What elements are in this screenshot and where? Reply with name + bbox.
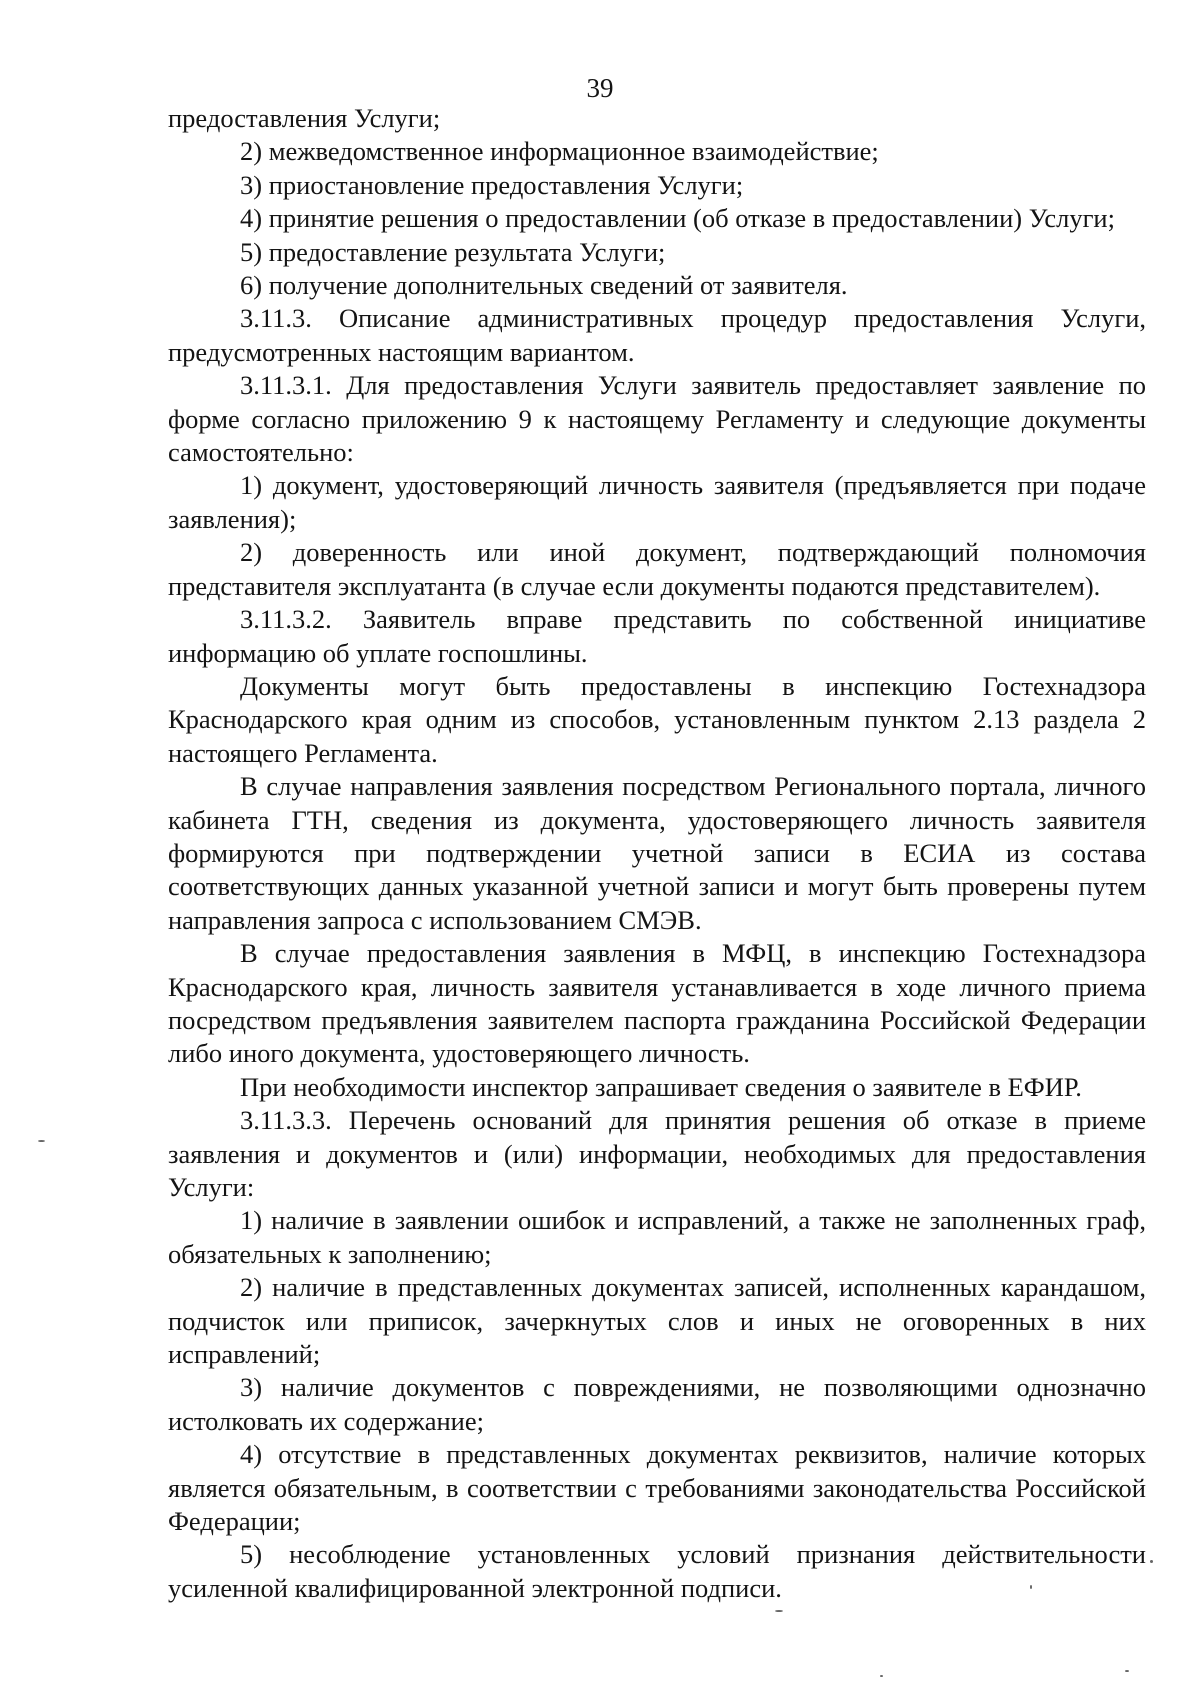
- scan-speck: [1125, 1670, 1129, 1672]
- section-3-11-3-2: 3.11.3.2. Заявитель вправе представить по собственной инициативе информацию об уплате госпошлины.: [168, 604, 1146, 668]
- document-body: [168, 102, 1146, 1605]
- document-item-2: 2) доверенность или иной документ, подтверждающий полномочия представителя эксплуатанта (в случае если документы подаются представителем).: [168, 537, 1146, 601]
- paragraph-regional-portal: В случае направления заявления посредством Регионального портала, личного кабинета ГТН, сведения из документа, удостоверяющего личность заявителя формируются при подтверждении учетной записи в ЕСИА из состава соответствующих данных указанной учетной записи и могут быть проверены путем направления запроса с использованием СМЭВ.: [168, 771, 1146, 935]
- paragraph-submission-methods: Документы могут быть предоставлены в инспекцию Гостехнадзора Краснодарского края одним из способов, установленным пунктом 2.13 раздела 2 настоящего Регламента.: [168, 670, 1146, 768]
- paragraph-efir: При необходимости инспектор запрашивает сведения о заявителе в ЕФИР.: [240, 1071, 1082, 1102]
- scan-speck: [880, 1675, 883, 1677]
- section-3-11-3-3: 3.11.3.3. Перечень оснований для принятия решения об отказе в приеме заявления и документов и (или) информации, необходимых для предоставления Услуги:: [168, 1105, 1146, 1202]
- section-3-11-3-1: 3.11.3.1. Для предоставления Услуги заявитель предоставляет заявление по форме согласно приложению 9 к настоящему Регламенту и следующие документы самостоятельно:: [168, 370, 1146, 468]
- scan-speck: [1030, 1585, 1032, 1589]
- list-item-4: 4) принятие решения о предоставлении (об отказе в предоставлении) Услуги;: [240, 203, 1115, 234]
- list-item-3: 3) приостановление предоставления Услуги;: [240, 169, 744, 200]
- list-item-5: 5) предоставление результата Услуги;: [240, 236, 666, 267]
- paragraph-continuation: предоставления Услуги;: [168, 103, 441, 133]
- page-number: 39: [586, 73, 614, 103]
- scan-speck: [38, 1140, 45, 1142]
- refusal-reason-5: 5) несоблюдение установленных условий признания действительности усиленной квалифицированной электронной подписи.: [168, 1539, 1146, 1603]
- section-3-11-3: 3.11.3. Описание административных процедур предоставления Услуги, предусмотренных настоящим вариантом.: [168, 303, 1146, 367]
- list-item-6: 6) получение дополнительных сведений от заявителя.: [240, 270, 848, 301]
- list-item-2: 2) межведомственное информационное взаимодействие;: [240, 136, 879, 167]
- paragraph-mfc: В случае предоставления заявления в МФЦ, в инспекцию Гостехнадзора Краснодарского края, личность заявителя устанавливается в ходе личного приема посредством предъявления заявителем паспорта гражданина Российской Федерации либо иного документа, удостоверяющего личность.: [168, 938, 1146, 1069]
- scan-speck: [1150, 1560, 1153, 1563]
- refusal-reason-3: 3) наличие документов с повреждениями, не позволяющими однозначно истолковать их содержание;: [168, 1372, 1146, 1436]
- refusal-reason-2: 2) наличие в представленных документах записей, исполненных карандашом, подчисток или приписок, зачеркнутых слов и иных не оговоренных в них исправлений;: [168, 1272, 1146, 1370]
- refusal-reason-4: 4) отсутствие в представленных документах реквизитов, наличие которых является обязательным, в соответствии с требованиями законодательства Российской Федерации;: [168, 1439, 1146, 1537]
- scan-speck: [775, 1610, 783, 1612]
- refusal-reason-1: 1) наличие в заявлении ошибок и исправлений, а также не заполненных граф, обязательных к заполнению;: [168, 1205, 1146, 1269]
- document-item-1: 1) документ, удостоверяющий личность заявителя (предъявляется при подаче заявления);: [168, 470, 1146, 534]
